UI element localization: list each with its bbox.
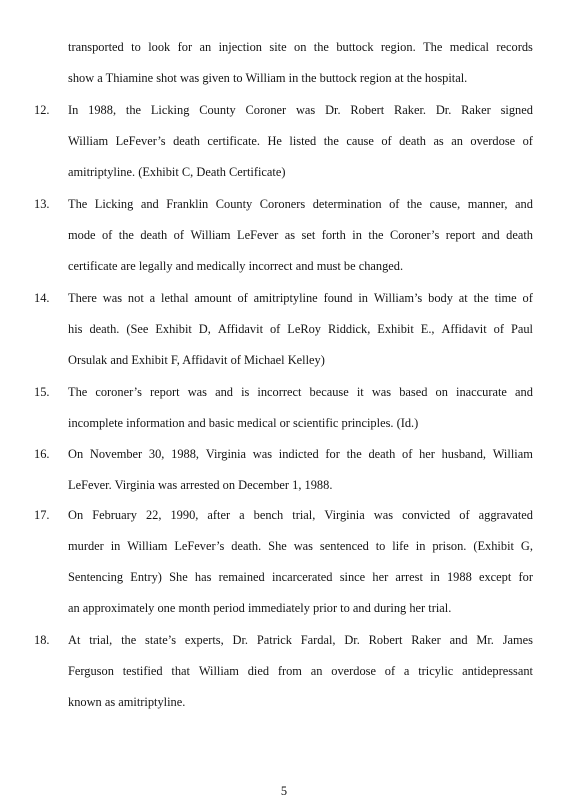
paragraph-line: mode of the death of William LeFever as set forth in the Coroner’s report and death bbox=[68, 228, 533, 242]
paragraph-line: Ferguson testified that William died from an overdose of a tricylic antidepressant bbox=[68, 664, 533, 678]
paragraph-line: an approximately one month period immediately prior to and during her trial. bbox=[68, 601, 452, 615]
paragraph-line: The coroner’s report was and is incorrect because it was based on inaccurate and bbox=[68, 385, 533, 399]
paragraph-line: his death. (See Exhibit D, Affidavit of LeRoy Riddick, Exhibit E., Affidavit of Paul bbox=[68, 322, 533, 336]
paragraph-line: On November 30, 1988, Virginia was indicted for the death of her husband, William bbox=[68, 447, 533, 461]
paragraph-line: transported to look for an injection site on the buttock region. The medical records bbox=[68, 40, 533, 54]
paragraph-line: William LeFever’s death certificate. He listed the cause of death as an overdose of bbox=[68, 134, 533, 148]
paragraph-number: 13. bbox=[34, 197, 50, 211]
paragraph-line: certificate are legally and medically incorrect and must be changed. bbox=[68, 259, 404, 273]
paragraph-line: murder in William LeFever’s death. She was sentenced to life in prison. (Exhibit G, bbox=[68, 539, 533, 553]
paragraph-line: In 1988, the Licking County Coroner was Dr. Robert Raker. Dr. Raker signed bbox=[68, 103, 533, 117]
paragraph-line: incomplete information and basic medical or scientific principles. (Id.) bbox=[68, 416, 419, 430]
paragraph-line: Sentencing Entry) She has remained incarcerated since her arrest in 1988 except for bbox=[68, 570, 533, 584]
paragraph-number: 17. bbox=[34, 508, 50, 522]
paragraph-line: known as amitriptyline. bbox=[68, 695, 186, 709]
paragraph-number: 14. bbox=[34, 291, 50, 305]
paragraph-number: 18. bbox=[34, 633, 50, 647]
paragraph-line: The Licking and Franklin County Coroners determination of the cause, manner, and bbox=[68, 197, 533, 211]
paragraph-line: There was not a lethal amount of amitriptyline found in William’s body at the time of bbox=[68, 291, 533, 305]
paragraph-line: show a Thiamine shot was given to William in the buttock region at the hospital. bbox=[68, 71, 468, 85]
paragraph-number: 15. bbox=[34, 385, 50, 399]
paragraph-number: 16. bbox=[34, 447, 50, 461]
continued-paragraph bbox=[68, 38, 533, 100]
page-number: 5 bbox=[280, 784, 288, 798]
paragraph-line: At trial, the state’s experts, Dr. Patrick Fardal, Dr. Robert Raker and Mr. James bbox=[68, 633, 533, 647]
paragraph-line: LeFever. Virginia was arrested on December 1, 1988. bbox=[68, 478, 333, 492]
paragraph-line: Orsulak and Exhibit F, Affidavit of Michael Kelley) bbox=[68, 353, 325, 367]
paragraph-line: amitriptyline. (Exhibit C, Death Certificate) bbox=[68, 165, 286, 179]
paragraph-number: 12. bbox=[34, 103, 50, 117]
paragraph-line: On February 22, 1990, after a bench trial, Virginia was convicted of aggravated bbox=[68, 508, 533, 522]
